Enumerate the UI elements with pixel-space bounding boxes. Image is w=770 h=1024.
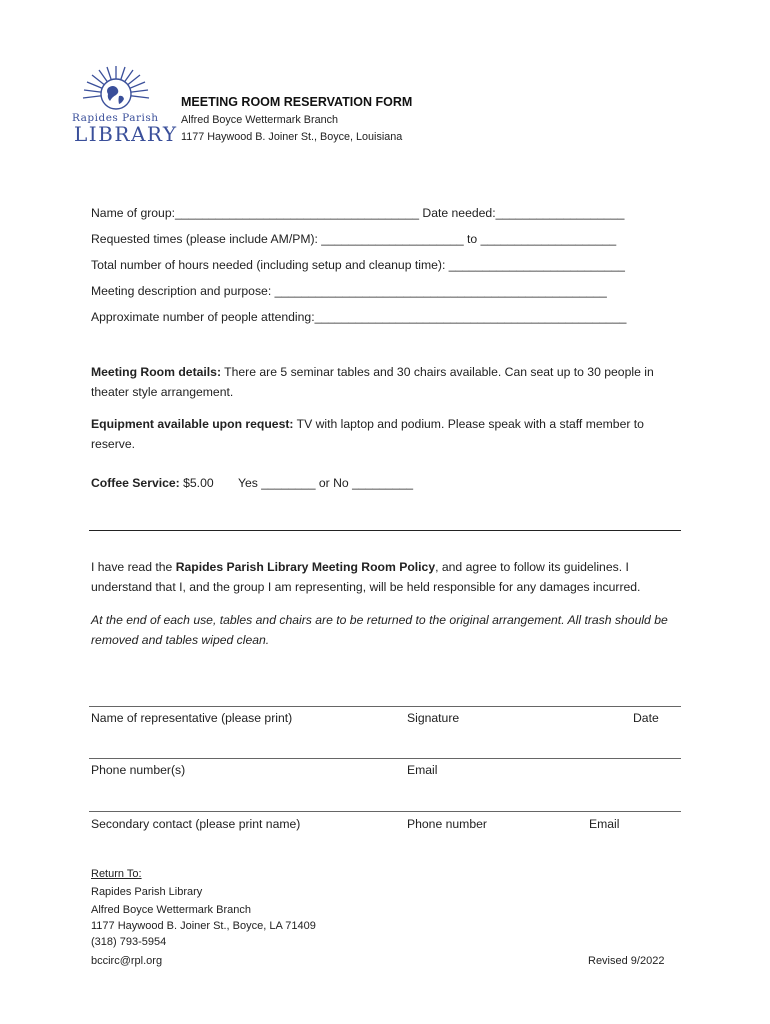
return-org: Rapides Parish Library (91, 886, 203, 898)
equipment-label: Equipment available upon request: (91, 417, 294, 431)
field-requested-times[interactable]: Requested times (please include AM/PM): _____________________ to ____________________ (91, 232, 617, 246)
policy-agreement (91, 557, 671, 597)
label-secondary-email: Email (589, 817, 620, 831)
signature-line-2 (89, 758, 681, 759)
agreement-post: , and agree to follow its guidelines. I understand that I, and the group I am representing, will be held responsible for any damages incurred. (91, 560, 641, 594)
label-phone-numbers: Phone number(s) (91, 763, 186, 777)
policy-name: Rapides Parish Library Meeting Room Policy (175, 560, 436, 574)
room-details-text: There are 5 seminar tables and 30 chairs available. Can seat up to 30 people in theater style arrangement. (91, 365, 654, 399)
agreement-pre: I have read the (91, 560, 176, 574)
coffee-choice[interactable]: Yes ________ or No _________ (238, 476, 414, 490)
label-email: Email (407, 763, 438, 777)
logo-text-library: LIBRARY (74, 122, 178, 146)
coffee-price: $5.00 (179, 476, 214, 490)
signature-line-1 (89, 706, 681, 707)
return-to-heading: Return To: (91, 868, 142, 880)
cleanup-note: At the end of each use, tables and chairs are to be returned to the original arrangement. All trash should be removed and tables wiped clean. (91, 613, 668, 647)
label-signature: Signature (407, 711, 460, 725)
field-attendance[interactable]: Approximate number of people attending:______________________________________________ (91, 310, 627, 324)
field-total-hours[interactable]: Total number of hours needed (including setup and cleanup time): __________________________ (91, 258, 625, 272)
label-representative-name: Name of representative (please print) (91, 711, 293, 725)
label-secondary-contact: Secondary contact (please print name) (91, 817, 301, 831)
revision-date: Revised 9/2022 (588, 955, 665, 967)
return-branch: Alfred Boyce Wettermark Branch (91, 904, 251, 916)
field-description[interactable]: Meeting description and purpose: _________________________________________________ (91, 284, 607, 298)
return-email[interactable]: bccirc@rpl.org (91, 955, 163, 967)
coffee-service (91, 476, 214, 490)
branch-name: Alfred Boyce Wettermark Branch (181, 114, 339, 126)
form-title: MEETING ROOM RESERVATION FORM (181, 95, 413, 109)
logo-text-parish: Rapides Parish (72, 112, 159, 124)
signature-line-3 (89, 811, 681, 812)
room-details-label: Meeting Room details: (91, 365, 222, 379)
room-details (91, 362, 671, 402)
coffee-label: Coffee Service: (91, 476, 180, 490)
return-address: 1177 Haywood B. Joiner St., Boyce, LA 71409 (91, 920, 316, 932)
equipment-text: TV with laptop and podium. Please speak with a staff member to reserve. (91, 417, 644, 451)
label-secondary-phone: Phone number (407, 817, 487, 831)
equipment-details (91, 414, 671, 454)
label-date: Date (633, 711, 659, 725)
return-phone: (318) 793-5954 (91, 936, 167, 948)
branch-address: 1177 Haywood B. Joiner St., Boyce, Louisiana (181, 131, 403, 143)
field-group-name-date[interactable]: Name of group:____________________________________ Date needed:___________________ (91, 206, 625, 220)
sunburst-globe-icon (70, 64, 162, 114)
section-divider (89, 530, 681, 531)
